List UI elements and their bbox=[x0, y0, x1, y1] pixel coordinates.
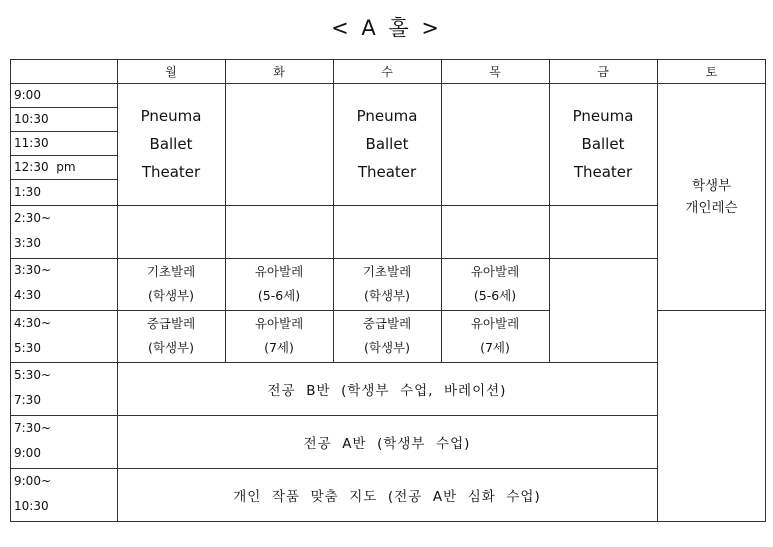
time-label: 4:30 bbox=[14, 288, 41, 302]
day-header: 토 bbox=[705, 64, 718, 79]
time-label: 1:30 bbox=[14, 185, 41, 199]
class-cell bbox=[117, 258, 225, 310]
class-note: (7세) bbox=[480, 340, 510, 355]
class-name: 유아발레 bbox=[254, 316, 304, 331]
time-label: 4:30~ bbox=[14, 316, 52, 330]
day-header: 월 bbox=[165, 64, 177, 79]
time-label: 10:30 bbox=[14, 112, 49, 126]
class-cell bbox=[333, 310, 441, 362]
class-note: (학생부) bbox=[364, 340, 410, 355]
major-a-class: 전공 A반 (학생부 수업) bbox=[303, 435, 471, 452]
time-label: 9:00~ bbox=[14, 474, 52, 488]
time-label: 3:30~ bbox=[14, 263, 52, 277]
pneuma-ballet-theater-block bbox=[549, 83, 657, 205]
time-label: 5:30 bbox=[14, 341, 41, 355]
time-label: 3:30 bbox=[14, 236, 41, 250]
class-name: 유아발레 bbox=[470, 316, 520, 331]
saturday-private-lesson bbox=[657, 83, 766, 310]
time-label: 7:30~ bbox=[14, 421, 52, 435]
timetable bbox=[10, 59, 766, 522]
class-note: (학생부) bbox=[364, 288, 410, 303]
pneuma-line: Pneuma bbox=[572, 107, 634, 125]
class-note: (7세) bbox=[264, 340, 294, 355]
pneuma-line: Ballet bbox=[581, 135, 625, 153]
day-header: 목 bbox=[489, 64, 501, 79]
class-name: 유아발레 bbox=[470, 264, 520, 279]
lesson-line: 학생부 bbox=[691, 177, 732, 194]
day-header: 수 bbox=[381, 64, 393, 79]
class-name: 중급발레 bbox=[362, 316, 412, 331]
time-label: 5:30~ bbox=[14, 368, 52, 382]
class-name: 중급발레 bbox=[146, 316, 196, 331]
class-note: (5-6세) bbox=[473, 288, 517, 303]
time-label: 11:30 bbox=[14, 136, 49, 150]
time-divider bbox=[10, 131, 117, 132]
class-name: 기초발레 bbox=[146, 264, 196, 279]
time-divider bbox=[10, 155, 117, 156]
time-label: 9:00 bbox=[14, 446, 41, 460]
pneuma-line: Theater bbox=[573, 163, 633, 181]
class-cell bbox=[441, 258, 549, 310]
major-b-class: 전공 B반 (학생부 수업, 바레이션) bbox=[267, 382, 507, 399]
time-divider bbox=[10, 107, 117, 108]
class-name: 유아발레 bbox=[254, 264, 304, 279]
pneuma-line: Pneuma bbox=[356, 107, 418, 125]
time-label: 7:30 bbox=[14, 393, 41, 407]
class-cell bbox=[225, 310, 333, 362]
pneuma-line: Pneuma bbox=[140, 107, 202, 125]
pneuma-line: Ballet bbox=[149, 135, 193, 153]
class-note: (학생부) bbox=[148, 340, 194, 355]
private-coaching: 개인 작품 맞춤 지도 (전공 A반 심화 수업) bbox=[233, 489, 541, 505]
time-label: 10:30 bbox=[14, 499, 49, 513]
class-cell bbox=[225, 258, 333, 310]
pneuma-line: Ballet bbox=[365, 135, 409, 153]
class-note: (5-6세) bbox=[257, 288, 301, 303]
time-divider bbox=[10, 179, 117, 180]
class-name: 기초발레 bbox=[362, 264, 412, 279]
pneuma-ballet-theater-block bbox=[333, 83, 441, 205]
page-title: < A 홀 > bbox=[331, 16, 442, 40]
class-cell bbox=[441, 310, 549, 362]
time-label: 9:00 bbox=[14, 88, 41, 102]
pneuma-ballet-theater-block bbox=[117, 83, 225, 205]
pneuma-line: Theater bbox=[141, 163, 201, 181]
class-cell bbox=[333, 258, 441, 310]
lesson-line: 개인레슨 bbox=[685, 199, 738, 216]
day-header: 화 bbox=[273, 64, 285, 79]
class-note: (학생부) bbox=[148, 288, 194, 303]
pneuma-line: Theater bbox=[357, 163, 417, 181]
day-header: 금 bbox=[597, 64, 609, 79]
time-label: 2:30~ bbox=[14, 211, 52, 225]
row-divider bbox=[657, 310, 766, 311]
time-label: 12:30 pm bbox=[14, 160, 76, 174]
class-cell bbox=[117, 310, 225, 362]
